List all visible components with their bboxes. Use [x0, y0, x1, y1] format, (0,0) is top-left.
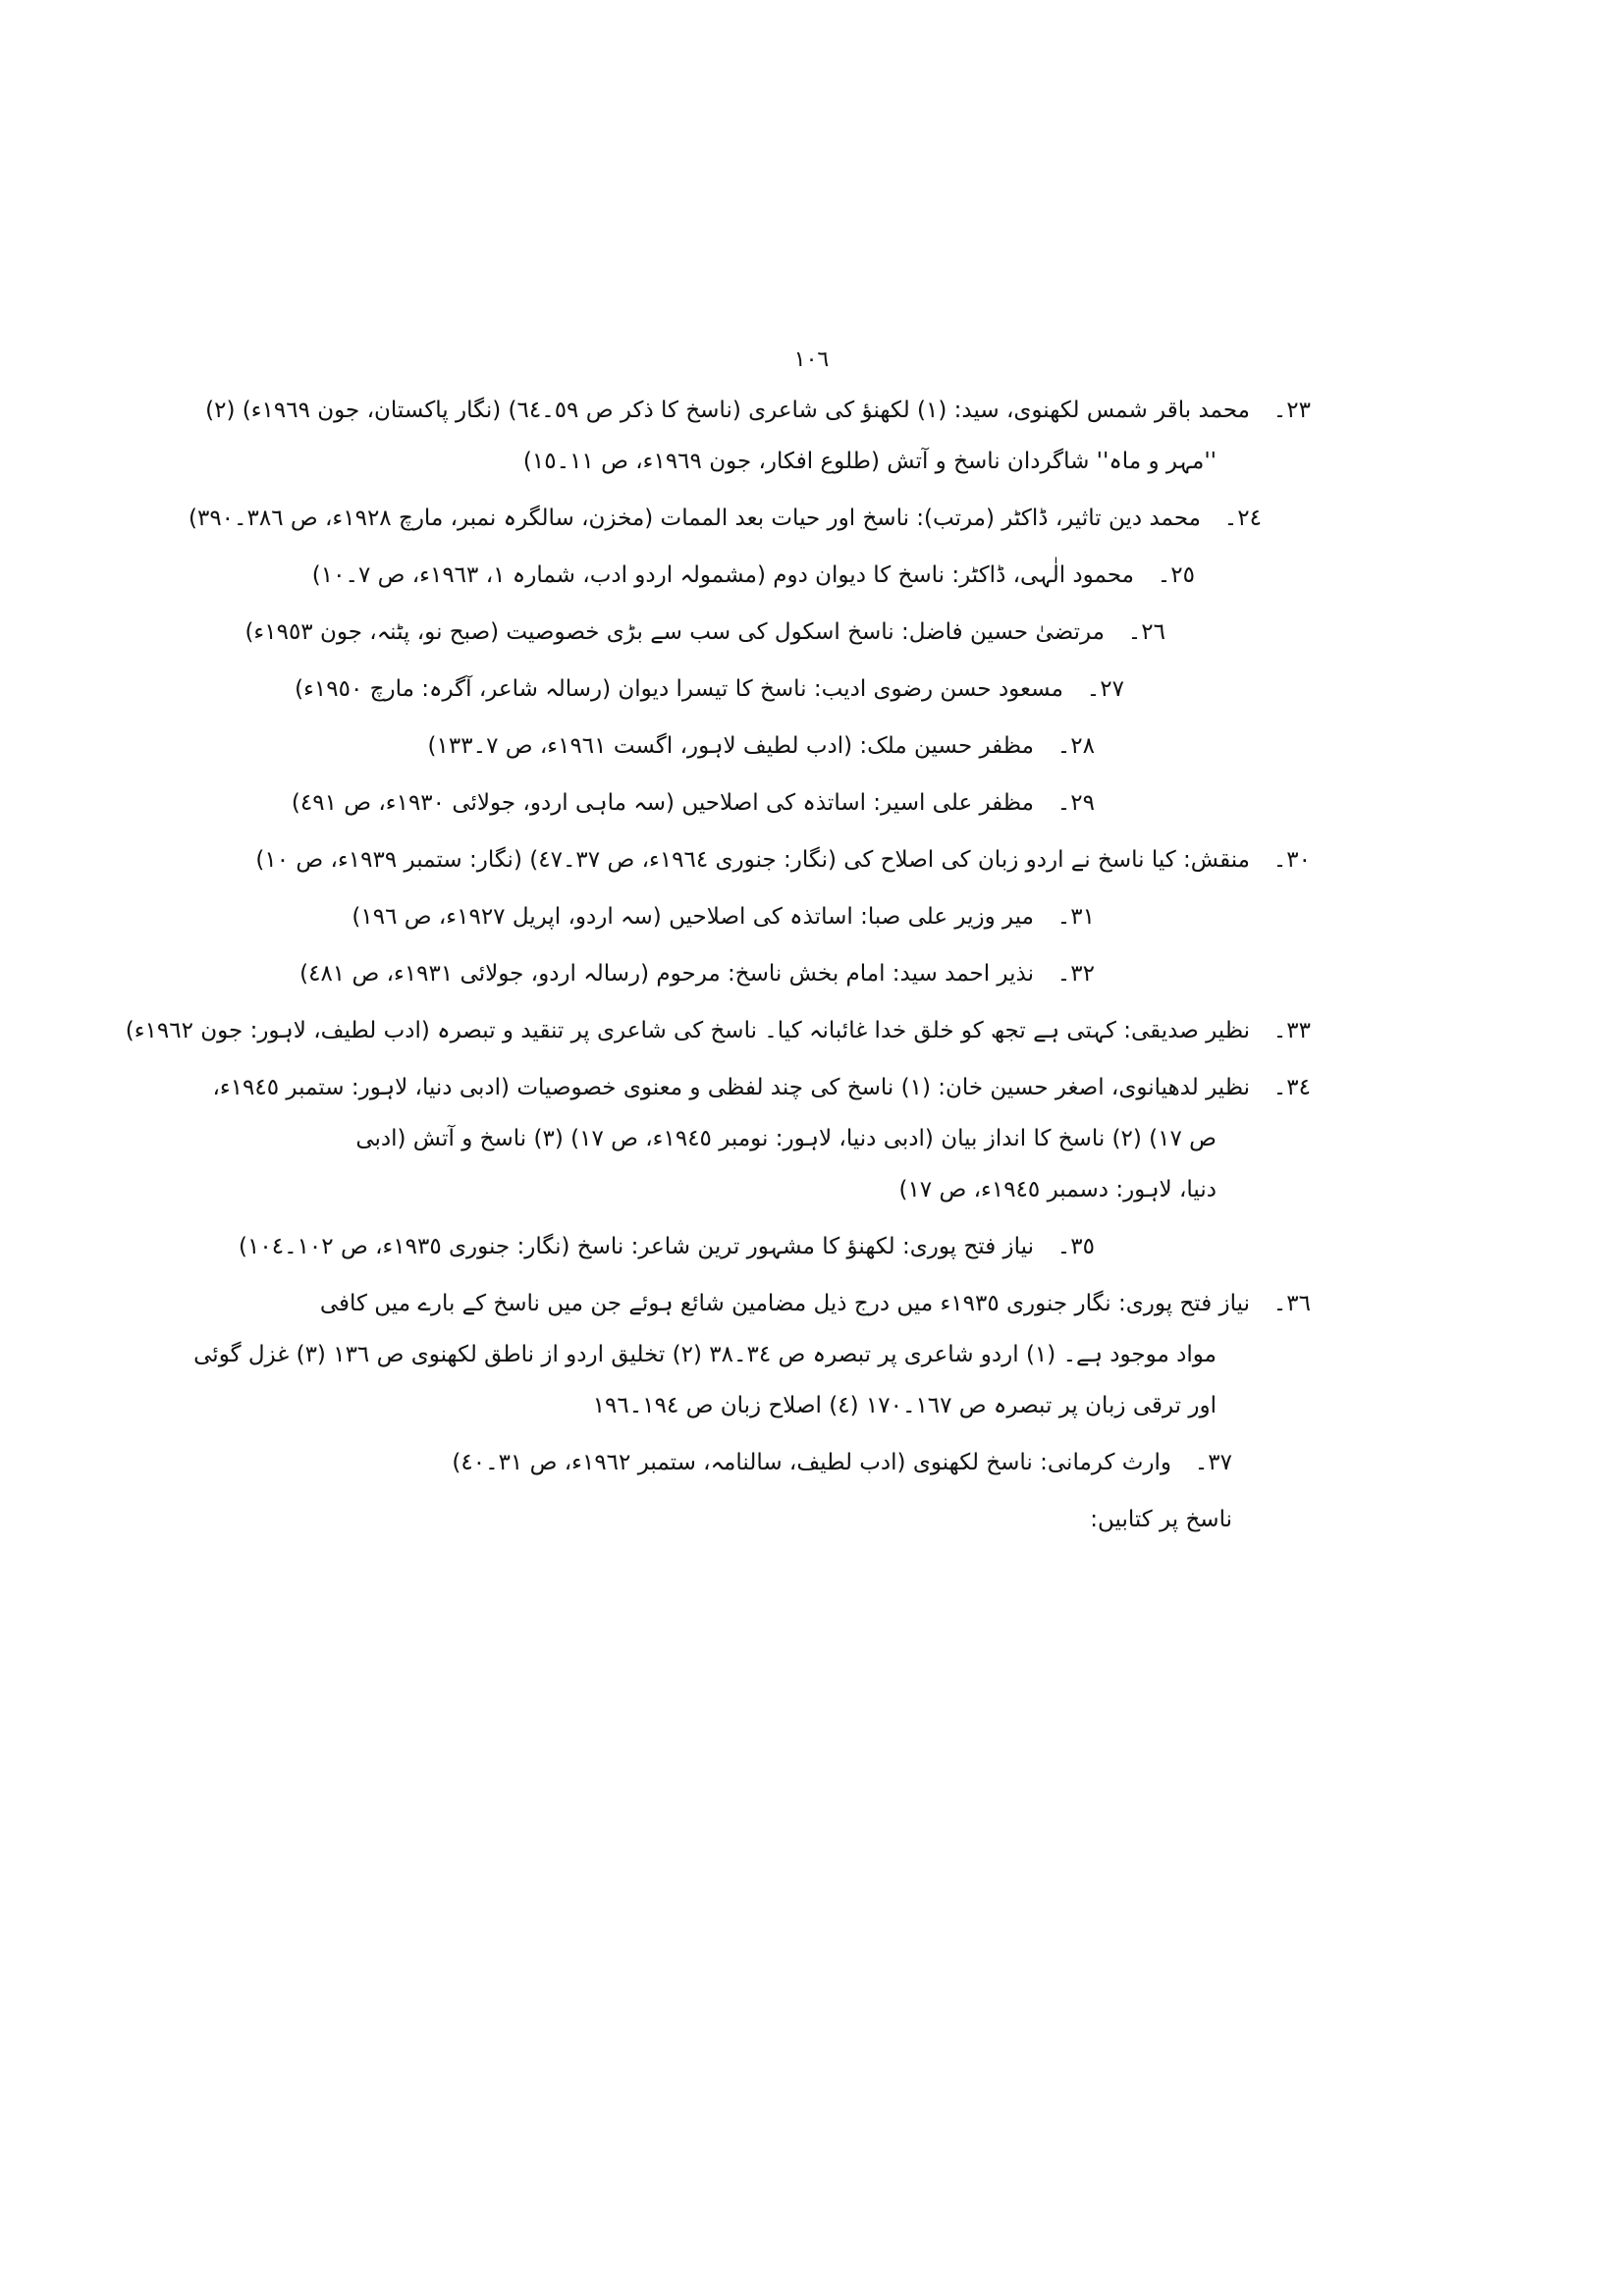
- entry-number: ٢٨۔: [1056, 733, 1095, 759]
- list-item: [314, 1278, 1311, 1329]
- entry-text: محمد باقر شمس لکھنوی، سید: (١) لکھنؤ کی شاعری (ناسخ کا ذکر ص ٥٩۔٦٤) (نگار پاکستان، جون ١٩٦٩ء) (٢): [205, 398, 1250, 423]
- list-item: [239, 1221, 1311, 1272]
- entry-text: نیاز فتح پوری: نگار جنوری ١٩٣٥ء میں درج ذیل مضامین شائع ہوئے جن میں ناسخ کے بارے میں کافی: [319, 1291, 1250, 1316]
- entry-text: محمد دین تاثیر، ڈاکٹر (مرتب): ناسخ اور حیات بعد الممات (مخزن، سالگرہ نمبر، مارچ ١٩٢٨ء، ص ٣٨٦۔٣٩٠): [188, 506, 1201, 531]
- list-item: [212, 1062, 1311, 1113]
- entry-text: نظیر لدھیانوی، اصغر حسین خان: (١) ناسخ کی چند لفظی و معنوی خصوصیات (ادبی دنیا، لاہور: ستمبر ١٩٤٥ء،: [212, 1075, 1250, 1100]
- entry-text: مرتضیٰ حسین فاضل: ناسخ اسکول کی سب سے بڑی خصوصیت (صبح نو، پٹنہ، جون ١٩٥٣ء): [244, 619, 1105, 645]
- entry-continuation: مواد موجود ہے۔ (١) اردو شاعری پر تبصرہ ص ٣٤۔٣٨ (٢) تخلیق اردو از ناطق لکھنوی ص ١٣٦ (٣) غزل گوئی: [193, 1342, 1217, 1367]
- section-heading: ناسخ پر کتابیں:: [1090, 1507, 1232, 1532]
- entry-text: میر وزیر علی صبا: اساتذہ کی اصلاحیں (سہ اردو، اپریل ١٩٢٧ء، ص ١٩٦): [352, 904, 1034, 930]
- entry-text: منقش: کیا ناسخ نے اردو زبان کی اصلاح کی (نگار: جنوری ١٩٦٤ء، ص ٣٧۔٤٧) (نگار: ستمبر ١٩٣٩ء، ص ١٠): [255, 847, 1250, 873]
- entry-text: مظفر حسین ملک: (ادب لطیف لاہور، اگست ١٩٦١ء، ص ٧۔١٣٣): [427, 733, 1034, 759]
- entry-text: نیاز فتح پوری: لکھنؤ کا مشہور ترین شاعر: ناسخ (نگار: جنوری ١٩٣٥ء، ص ١٠٢۔١٠٤): [239, 1234, 1034, 1259]
- list-item: [314, 1437, 1311, 1488]
- entry-number: ٣٦۔: [1272, 1291, 1311, 1316]
- list-item: [205, 385, 1311, 436]
- list-item: [244, 607, 1311, 658]
- entry-number: ٣٤۔: [1272, 1075, 1311, 1100]
- list-item: [188, 493, 1311, 544]
- entry-number: ٣١۔: [1056, 904, 1095, 930]
- entry-number: ٣٢۔: [1056, 961, 1095, 987]
- entry-text: نظیر صدیقی: کہتی ہے تجھ کو خلق خدا غائبانہ کیا۔ ناسخ کی شاعری پر تنقید و تبصرہ (ادب لطیف، لاہور: جون ١٩٦٢ء): [125, 1018, 1250, 1043]
- entry-text: محمود الٰہی، ڈاکٹر: ناسخ کا دیوان دوم (مشمولہ اردو ادب، شمارہ ١، ١٩٦٣ء، ص ٧۔١٠): [311, 562, 1134, 588]
- list-item: [299, 948, 1311, 999]
- entry-number: ٢٧۔: [1086, 676, 1124, 702]
- entry-number: ٣٥۔: [1056, 1234, 1095, 1259]
- page-number: ١٠٦: [793, 347, 830, 372]
- entry-number: ٢٩۔: [1056, 790, 1095, 816]
- list-item: [125, 1005, 1311, 1056]
- entry-continuation: ''مہر و ماہ'' شاگردان ناسخ و آتش (طلوع افکار، جون ١٩٦٩ء، ص ١١۔١٥): [522, 449, 1217, 474]
- bibliography-list: [125, 385, 1311, 1545]
- entry-number: ٣٧۔: [1194, 1450, 1232, 1475]
- entry-number: ٢٦۔: [1127, 619, 1165, 645]
- entry-text: مظفر علی اسیر: اساتذہ کی اصلاحیں (سہ ماہی اردو، جولائی ١٩٣٠ء، ص ٤٩١): [291, 790, 1034, 816]
- list-item: [255, 834, 1311, 885]
- entry-number: ٢٥۔: [1157, 562, 1195, 588]
- entry-number: ٢٣۔: [1272, 398, 1311, 423]
- entry-number: ٢٤۔: [1223, 506, 1262, 531]
- entry-number: ٣٣۔: [1272, 1018, 1311, 1043]
- entry-text: وارث کرمانی: ناسخ لکھنوی (ادب لطیف، سالنامہ، ستمبر ١٩٦٢ء، ص ٣١۔٤٠): [452, 1450, 1171, 1475]
- entry-text: مسعود حسن رضوی ادیب: ناسخ کا تیسرا دیوان (رسالہ شاعر، آگرہ: مارچ ١٩٥٠ء): [295, 676, 1063, 702]
- entry-text: نذیر احمد سید: امام بخش ناسخ: مرحوم (رسالہ اردو، جولائی ١٩٣١ء، ص ٤٨١): [299, 961, 1034, 987]
- list-item: [291, 777, 1311, 828]
- list-item: [314, 721, 1311, 772]
- entry-continuation: اور ترقی زبان پر تبصرہ ص ١٦٧۔١٧٠ (٤) اصلاح زبان ص ١٩٤۔١٩٦: [592, 1393, 1217, 1418]
- list-item: [311, 550, 1311, 601]
- entry-continuation: ص ١٧) (٢) ناسخ کا انداز بیان (ادبی دنیا، لاہور: نومبر ١٩٤٥ء، ص ١٧) (٣) ناسخ و آتش (ادبی: [355, 1126, 1217, 1151]
- entry-number: ٣٠۔: [1272, 847, 1311, 873]
- entry-continuation: دنیا، لاہور: دسمبر ١٩٤٥ء، ص ١٧): [898, 1177, 1217, 1202]
- list-item: [295, 664, 1311, 715]
- list-item: [314, 891, 1311, 942]
